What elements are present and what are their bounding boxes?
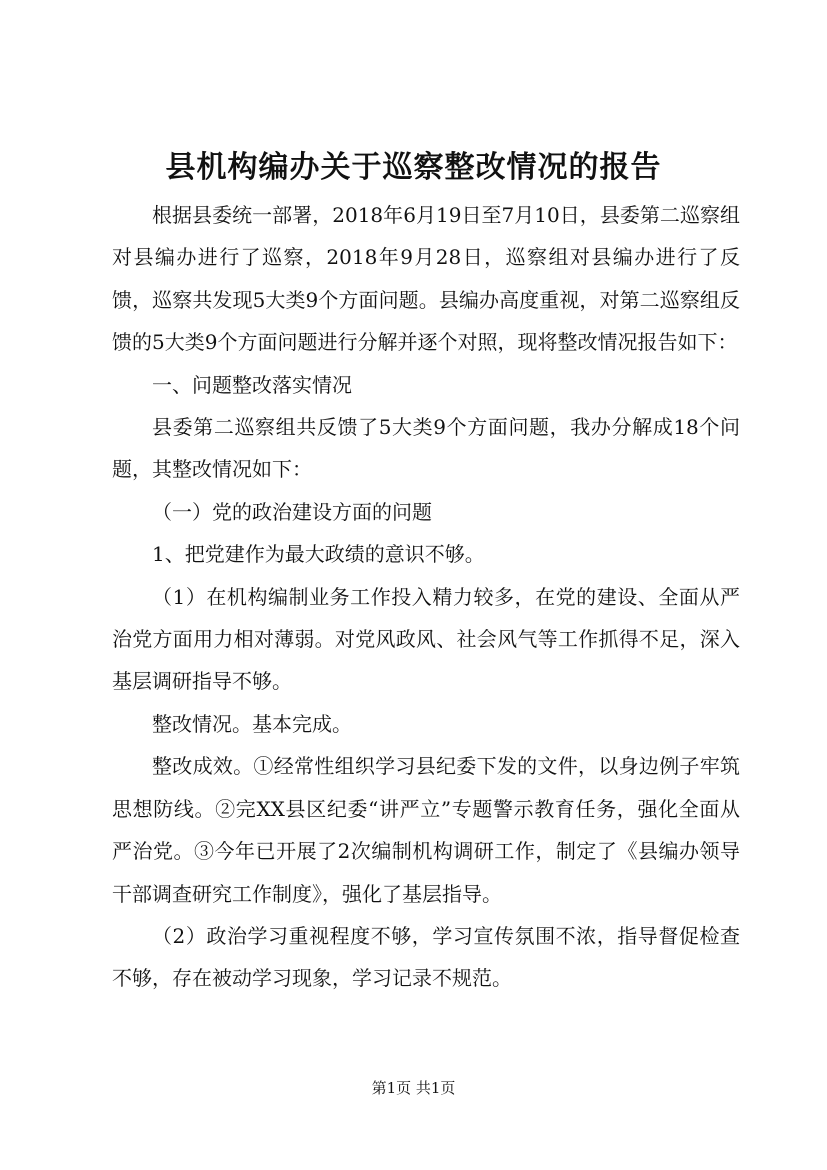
- paragraph-overview: 县委第二巡察组共反馈了5大类9个方面问题，我办分解成18个问题，其整改情况如下：: [112, 415, 740, 482]
- paragraph-intro: 根据县委统一部署，2018年6月19日至7月10日，县委第二巡察组对县编办进行了巡察，2018年9月28日，巡察组对县编办进行了反馈，巡察共发现5大类9个方面问题。县编办高度重视，对第二巡察组反馈的5大类9个方面问题进行分解并逐个对照，现将整改情况报告如下：: [112, 203, 740, 355]
- section-heading-1: 一、问题整改落实情况: [152, 372, 352, 397]
- document-title: 县机构编办关于巡察整改情况的报告: [165, 150, 662, 185]
- rectification-status: 整改情况。基本完成。: [152, 711, 352, 736]
- page-footer: 第1页 共1页: [371, 1079, 456, 1097]
- document-body: [112, 194, 740, 1000]
- rectification-results: 整改成效。①经常性组织学习县纪委下发的文件，以身边例子牢筑思想防线。②完XX县区纪委“讲严立”专题警示教育任务，强化全面从严治党。③今年已开展了2次编制机构调研工作，制定了《县编办领导干部调查研究工作制度》，强化了基层指导。: [112, 754, 740, 906]
- subsection-heading-1: （一）党的政治建设方面的问题: [152, 499, 432, 524]
- issue-subitem-2: （2）政治学习重视程度不够，学习宣传氛围不浓，指导督促检查不够，存在被动学习现象，学习记录不规范。: [112, 923, 740, 991]
- issue-item-1: 1、把党建作为最大政绩的意识不够。: [152, 542, 485, 567]
- issue-subitem-1: （1）在机构编制业务工作投入精力较多，在党的建设、全面从严治党方面用力相对薄弱。对党风政风、社会风气等工作抓得不足，深入基层调研指导不够。: [112, 584, 740, 694]
